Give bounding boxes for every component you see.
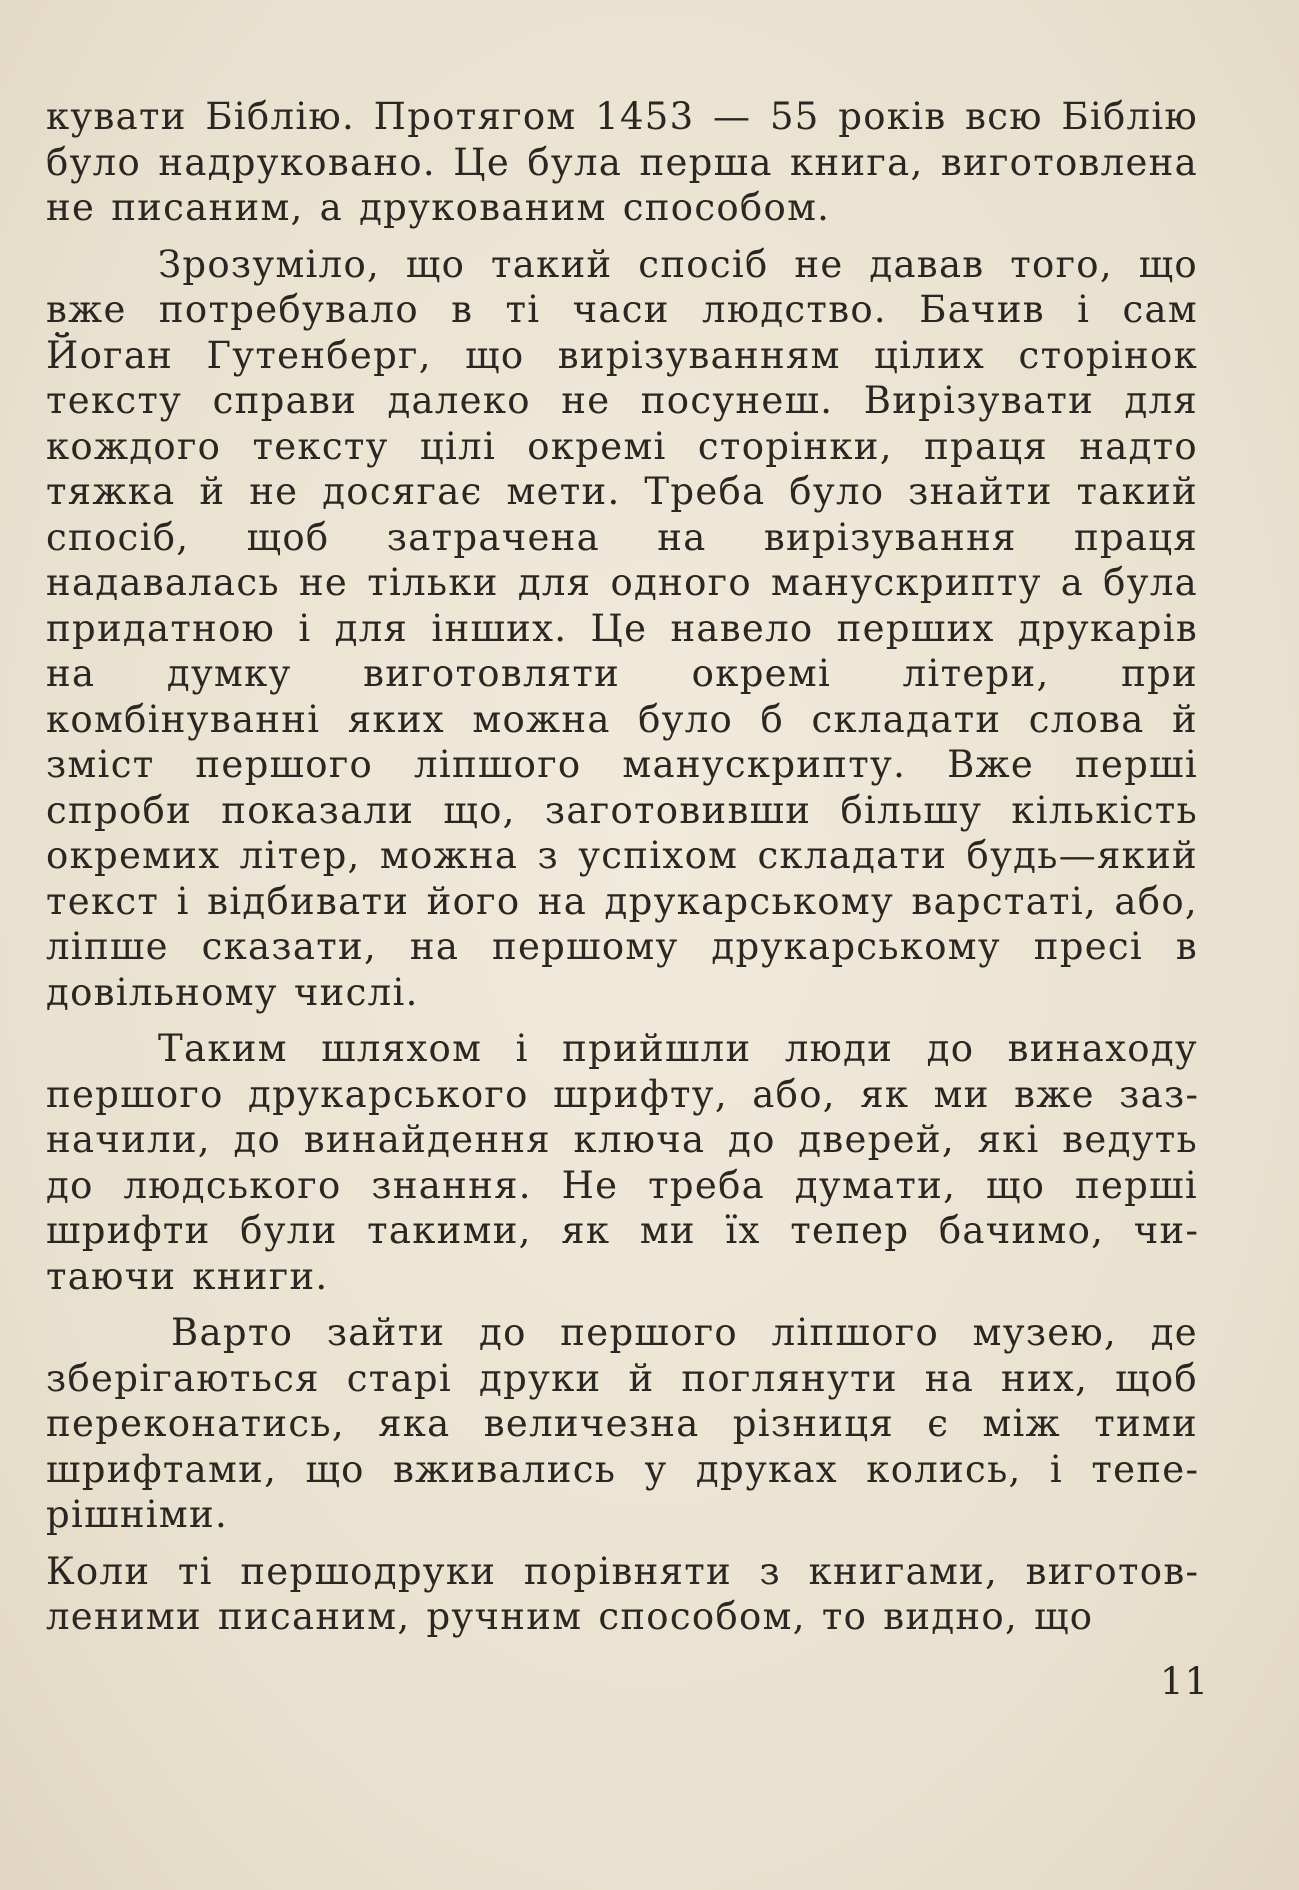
text-body	[46, 94, 1198, 1640]
paragraph-3: Таким шляхом і прийшли люди до винаходу першого друкарського шрифту, або, як ми вже зазначили, до винайдення ключа до дверей, які ведуть до людського знання. Не треба думати, що перші шрифти були такими, як ми їх тепер бачимо, читаючи книги.	[46, 1027, 1198, 1298]
paragraph-4: Варто зайти до першого ліпшого музею, де зберігаються старі друки й поглянути на них, щоб переконатись, яка величезна різниця є між тими шрифтами, що вживались у друках колись, і теперішніми.	[46, 1311, 1198, 1536]
paragraph-1: кувати Біблію. Протягом 1453 — 55 років всю Біблію було надруковано. Це була перша книга, виготовлена не писаним, а друкованим способом.	[46, 95, 1198, 229]
paragraph-5: Коли ті першодруки порівняти з книгами, виготовленими писаним, ручним способом, то видно, що	[46, 1549, 1198, 1638]
paragraph-2: Зрозуміло, що такий спосіб не давав того, що вже потребувало в ті часи людство. Бачив і сам Йоган Гутенберг, що вирізуванням цілих сторінок тексту справи далеко не посунеш. Вирізувати для кождого тексту цілі окремі сторінки, праця надто тяжка й не досягає мети. Треба було знайти такий спосіб, щоб затрачена на вирізування праця надавалась не тільки для одного манускрипту а була придатною і для інших. Це навело перших друкарів на думку виготовляти окремі літери, при комбінуванні яких можна було б складати слова й зміст першого ліпшого манускрипту. Вже перші спроби показали що, заготовивши більшу кількість окремих літер, можна з успіхом складати будь—який текст і відбивати його на друкарському варстаті, або, ліпше сказати, на першому друкарському пресі в довільному числі.	[46, 242, 1198, 1014]
page-number: 11	[1160, 1660, 1210, 1703]
